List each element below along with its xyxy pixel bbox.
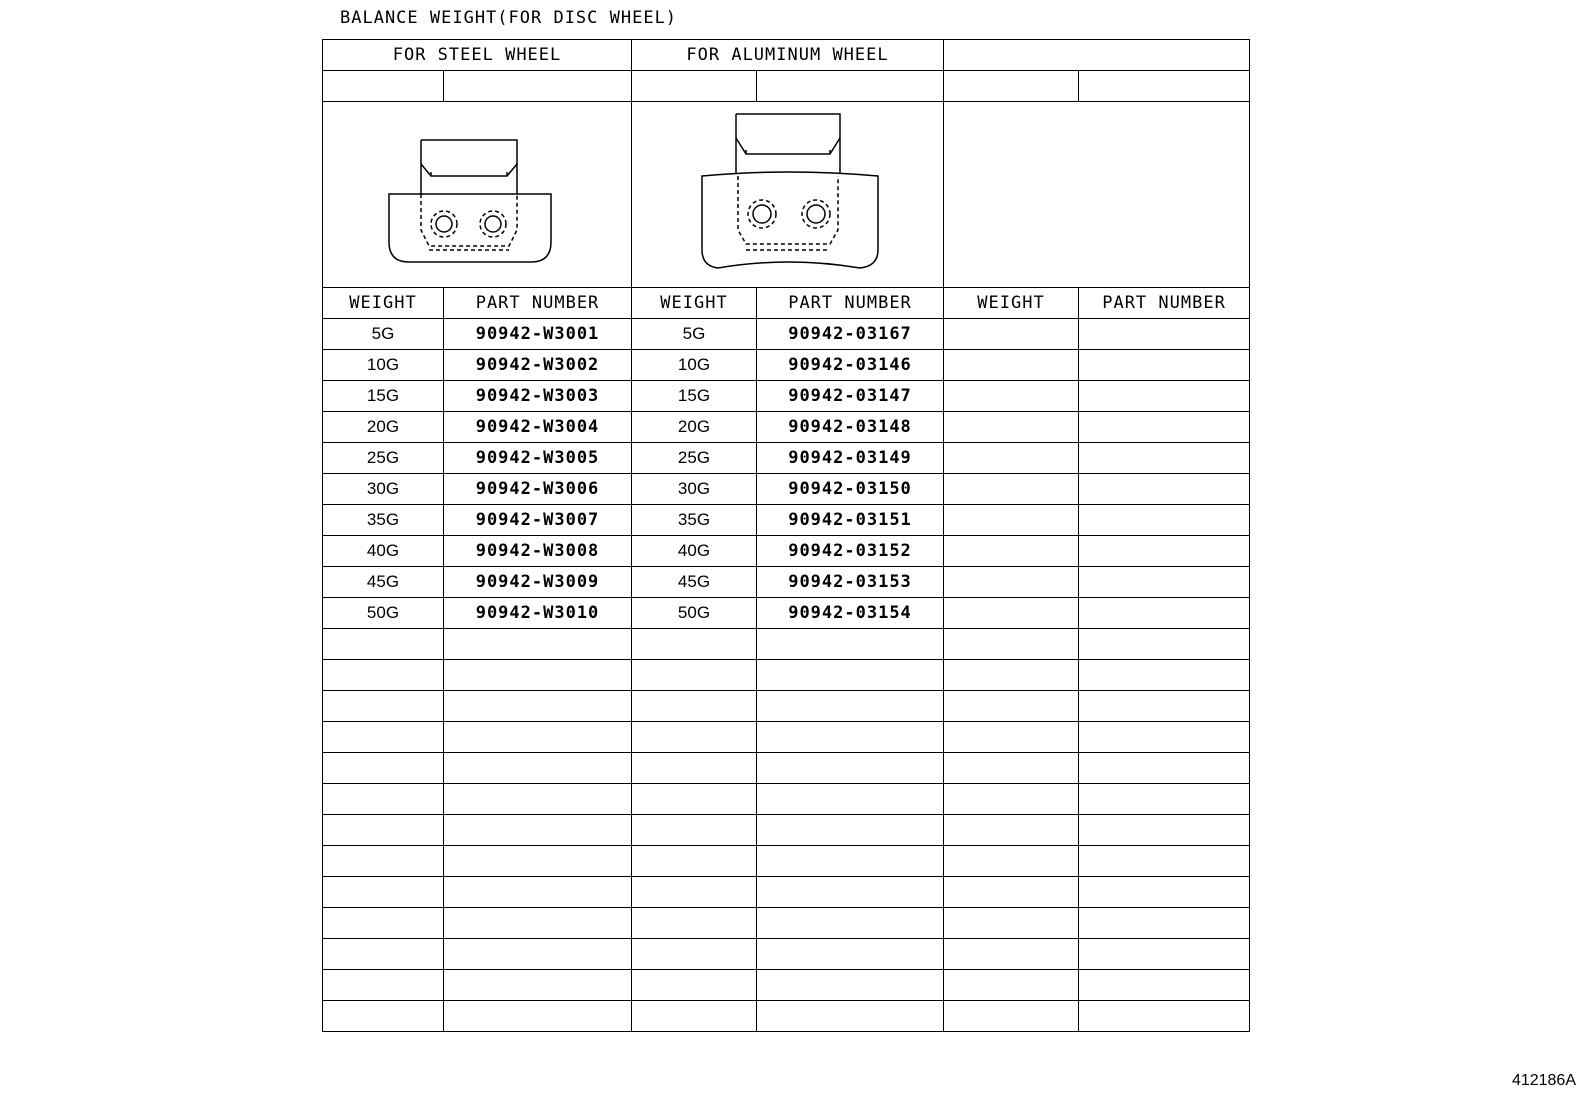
weight-cell: 15G (323, 381, 444, 412)
blank-cell (323, 939, 444, 970)
part-number-cell: 90942-W3009 (444, 567, 632, 598)
blank-cell (944, 629, 1079, 660)
blank-cell (323, 846, 444, 877)
blank-cell (444, 877, 632, 908)
blank-cell (944, 71, 1079, 102)
blank-cell (944, 381, 1079, 412)
table-row (323, 691, 1250, 722)
weight-cell: 40G (632, 536, 757, 567)
blank-cell (944, 1001, 1079, 1032)
blank-cell (1079, 350, 1250, 381)
blank-cell (1079, 505, 1250, 536)
blank-cell (944, 598, 1079, 629)
steel-part-column-header: PART NUMBER (444, 288, 632, 319)
weight-cell: 25G (632, 443, 757, 474)
blank-cell (757, 846, 944, 877)
blank-cell (444, 660, 632, 691)
blank-cell (323, 722, 444, 753)
aluminum-weight-column-header: WEIGHT (632, 288, 757, 319)
part-number-cell: 90942-W3006 (444, 474, 632, 505)
weight-cell: 10G (632, 350, 757, 381)
blank-illustration-cell (944, 102, 1250, 288)
blank-cell (444, 939, 632, 970)
table-row (323, 939, 1250, 970)
third-weight-column-header: WEIGHT (944, 288, 1079, 319)
blank-cell (1079, 1001, 1250, 1032)
weight-cell: 5G (632, 319, 757, 350)
blank-cell (944, 567, 1079, 598)
steel-weight-illustration (323, 102, 632, 288)
drawing-id: 412186A (1511, 1072, 1576, 1089)
aluminum-weight-illustration (632, 102, 944, 288)
blank-cell (1079, 722, 1250, 753)
part-number-cell: 90942-03154 (757, 598, 944, 629)
blank-cell (444, 71, 632, 102)
aluminum-part-column-header: PART NUMBER (757, 288, 944, 319)
blank-cell (632, 970, 757, 1001)
table-row (323, 722, 1250, 753)
blank-cell (944, 877, 1079, 908)
blank-cell (632, 846, 757, 877)
blank-cell (944, 350, 1079, 381)
blank-cell (1079, 970, 1250, 1001)
table-row (323, 567, 1250, 598)
blank-cell (323, 691, 444, 722)
blank-cell (444, 908, 632, 939)
part-number-cell: 90942-03148 (757, 412, 944, 443)
blank-cell (1079, 567, 1250, 598)
blank-cell (1079, 753, 1250, 784)
aluminum-wheel-header: FOR ALUMINUM WHEEL (632, 40, 944, 71)
blank-cell (323, 629, 444, 660)
blank-cell (757, 660, 944, 691)
blank-cell (444, 753, 632, 784)
blank-cell (632, 753, 757, 784)
weight-cell: 35G (323, 505, 444, 536)
blank-cell (1079, 660, 1250, 691)
blank-cell (944, 691, 1079, 722)
weight-cell: 35G (632, 505, 757, 536)
table-row (323, 970, 1250, 1001)
part-number-cell: 90942-W3010 (444, 598, 632, 629)
blank-cell (632, 1001, 757, 1032)
blank-cell (944, 784, 1079, 815)
blank-cell (632, 815, 757, 846)
blank-cell (757, 815, 944, 846)
weight-cell: 50G (632, 598, 757, 629)
blank-cell (444, 815, 632, 846)
part-number-cell: 90942-W3002 (444, 350, 632, 381)
blank-cell (1079, 474, 1250, 505)
weight-cell: 10G (323, 350, 444, 381)
steel-wheel-weight-icon (387, 120, 567, 270)
blank-cell (1079, 691, 1250, 722)
table-row (323, 443, 1250, 474)
weight-cell: 45G (323, 567, 444, 598)
blank-cell (444, 1001, 632, 1032)
table-row (323, 412, 1250, 443)
blank-cell (944, 474, 1079, 505)
blank-cell (323, 908, 444, 939)
table-row (323, 505, 1250, 536)
weight-cell: 15G (632, 381, 757, 412)
blank-cell (944, 939, 1079, 970)
weight-cell: 50G (323, 598, 444, 629)
weight-cell: 20G (632, 412, 757, 443)
blank-cell (757, 939, 944, 970)
blank-cell (444, 970, 632, 1001)
part-number-cell: 90942-03146 (757, 350, 944, 381)
weight-cell: 30G (632, 474, 757, 505)
weight-cell: 40G (323, 536, 444, 567)
blank-cell (944, 443, 1079, 474)
table-row (323, 319, 1250, 350)
weight-cell: 30G (323, 474, 444, 505)
blank-cell (757, 691, 944, 722)
table-row (323, 846, 1250, 877)
blank-cell (1079, 784, 1250, 815)
blank-cell (444, 722, 632, 753)
blank-cell (444, 784, 632, 815)
blank-cell (323, 1001, 444, 1032)
table-row (323, 474, 1250, 505)
table-row (323, 598, 1250, 629)
blank-cell (323, 970, 444, 1001)
blank-cell (944, 908, 1079, 939)
blank-cell (944, 970, 1079, 1001)
blank-cell (1079, 443, 1250, 474)
blank-cell (757, 970, 944, 1001)
blank-cell (944, 722, 1079, 753)
blank-cell (1079, 536, 1250, 567)
page-title: BALANCE WEIGHT(FOR DISC WHEEL) (340, 8, 678, 28)
blank-cell (1079, 629, 1250, 660)
part-number-cell: 90942-03152 (757, 536, 944, 567)
part-number-cell: 90942-03151 (757, 505, 944, 536)
blank-cell (757, 908, 944, 939)
blank-cell (757, 722, 944, 753)
blank-cell (632, 71, 757, 102)
part-number-cell: 90942-W3008 (444, 536, 632, 567)
blank-cell (1079, 598, 1250, 629)
blank-cell (323, 784, 444, 815)
part-number-cell: 90942-03153 (757, 567, 944, 598)
table-row (323, 350, 1250, 381)
blank-cell (757, 629, 944, 660)
table-row (323, 908, 1250, 939)
blank-cell (1079, 877, 1250, 908)
table-row (323, 753, 1250, 784)
blank-cell (632, 722, 757, 753)
aluminum-wheel-weight-icon (688, 110, 888, 280)
table-row (323, 877, 1250, 908)
weight-cell: 25G (323, 443, 444, 474)
table-row (323, 660, 1250, 691)
table-row (323, 381, 1250, 412)
blank-cell (757, 71, 944, 102)
blank-cell (757, 1001, 944, 1032)
blank-cell (323, 815, 444, 846)
blank-cell (944, 319, 1079, 350)
blank-cell (944, 815, 1079, 846)
blank-cell (323, 753, 444, 784)
blank-cell (757, 877, 944, 908)
blank-cell (632, 908, 757, 939)
blank-cell (632, 691, 757, 722)
part-number-cell: 90942-W3005 (444, 443, 632, 474)
blank-cell (632, 629, 757, 660)
blank-cell (323, 660, 444, 691)
blank-cell (1079, 319, 1250, 350)
blank-cell (757, 784, 944, 815)
third-group-header (944, 40, 1250, 71)
blank-cell (444, 846, 632, 877)
blank-cell (1079, 412, 1250, 443)
blank-cell (323, 877, 444, 908)
table-row (323, 536, 1250, 567)
blank-cell (944, 660, 1079, 691)
blank-cell (757, 753, 944, 784)
blank-cell (944, 846, 1079, 877)
blank-cell (944, 412, 1079, 443)
weight-cell: 5G (323, 319, 444, 350)
weight-cell: 20G (323, 412, 444, 443)
part-number-cell: 90942-W3007 (444, 505, 632, 536)
blank-cell (1079, 908, 1250, 939)
weight-cell: 45G (632, 567, 757, 598)
table-row (323, 629, 1250, 660)
blank-cell (1079, 71, 1250, 102)
balance-weight-table (322, 39, 1250, 1032)
blank-cell (944, 536, 1079, 567)
blank-cell (632, 877, 757, 908)
blank-cell (323, 71, 444, 102)
part-number-cell: 90942-W3003 (444, 381, 632, 412)
blank-cell (444, 691, 632, 722)
blank-cell (444, 629, 632, 660)
blank-cell (1079, 815, 1250, 846)
blank-cell (944, 505, 1079, 536)
blank-cell (632, 660, 757, 691)
blank-cell (1079, 381, 1250, 412)
third-part-column-header: PART NUMBER (1079, 288, 1250, 319)
part-number-cell: 90942-W3001 (444, 319, 632, 350)
steel-wheel-header: FOR STEEL WHEEL (323, 40, 632, 71)
table-row (323, 1001, 1250, 1032)
blank-cell (632, 784, 757, 815)
part-number-cell: 90942-03167 (757, 319, 944, 350)
part-number-cell: 90942-03149 (757, 443, 944, 474)
table-row (323, 815, 1250, 846)
blank-cell (632, 939, 757, 970)
part-number-cell: 90942-03147 (757, 381, 944, 412)
part-number-cell: 90942-03150 (757, 474, 944, 505)
steel-weight-column-header: WEIGHT (323, 288, 444, 319)
table-row (323, 784, 1250, 815)
blank-cell (944, 753, 1079, 784)
blank-cell (1079, 846, 1250, 877)
part-number-cell: 90942-W3004 (444, 412, 632, 443)
blank-cell (1079, 939, 1250, 970)
